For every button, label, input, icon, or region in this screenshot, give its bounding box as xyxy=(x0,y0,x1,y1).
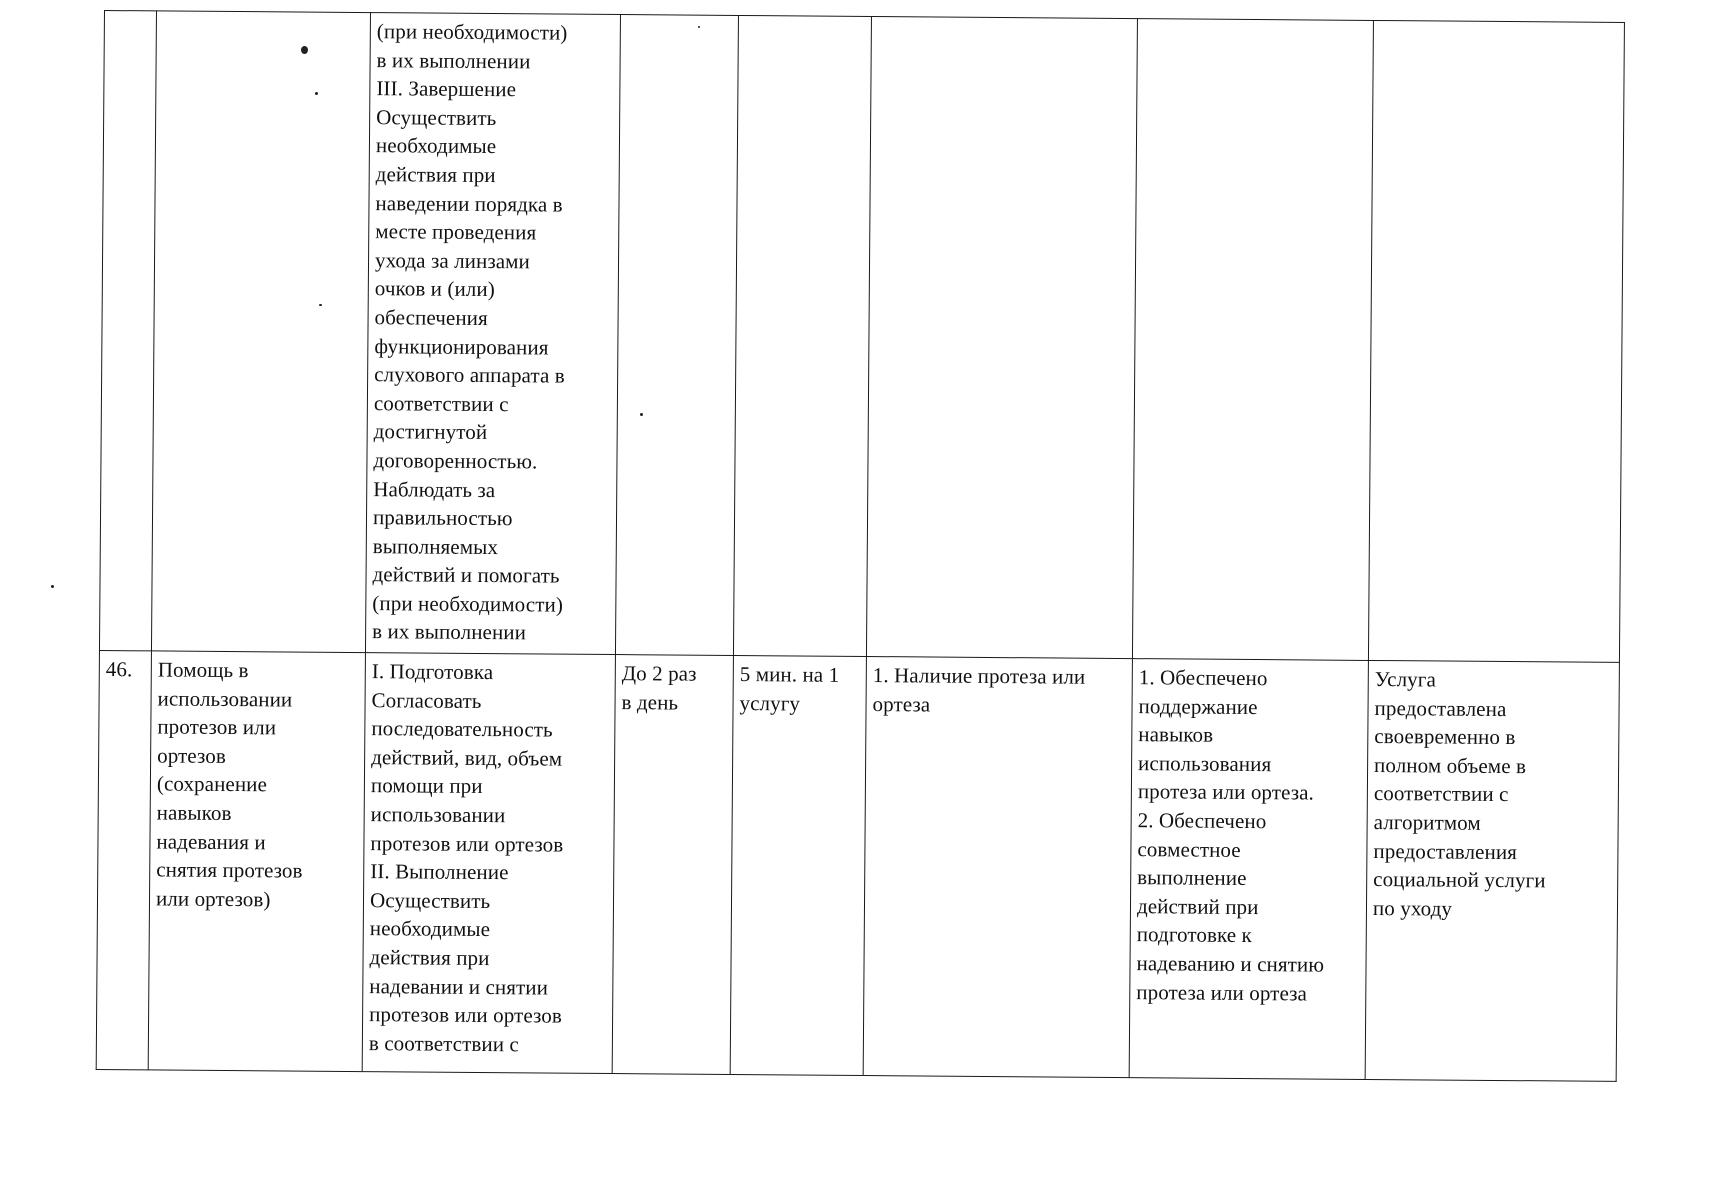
cell-number xyxy=(96,651,151,1070)
cell-evaluation xyxy=(1365,661,1619,1082)
cell-text-line: Осуществить xyxy=(369,887,491,913)
cell-text-line: использовании xyxy=(370,802,506,828)
cell-text-line: навыков xyxy=(156,800,232,826)
cell-text-line: помощи при xyxy=(370,773,483,799)
cell-text-line: I. Подготовка xyxy=(371,659,494,685)
scan-speck xyxy=(315,92,318,95)
cell-conditions xyxy=(866,17,1137,659)
cell-text-line: правильностью xyxy=(372,505,513,531)
table-row xyxy=(96,651,1619,1082)
cell-text-line: действий, вид, объем xyxy=(371,744,563,771)
cell-text-line: договоренностью. xyxy=(373,448,538,474)
cell-text-line: протезов или xyxy=(157,714,277,740)
cell-text-line: полном объеме в xyxy=(1374,752,1527,779)
cell-content xyxy=(365,13,620,655)
cell-time xyxy=(733,15,871,656)
cell-text-line: 1. Обеспечено xyxy=(1138,665,1268,691)
table-row xyxy=(99,11,1624,663)
cell-conditions xyxy=(863,657,1132,1078)
cell-text-line: Наблюдать за xyxy=(373,476,496,502)
cell-result xyxy=(1132,19,1373,661)
services-table xyxy=(96,10,1625,1082)
scan-speck xyxy=(319,304,322,306)
cell-evaluation xyxy=(1368,20,1624,662)
cell-text-line: месте проведения xyxy=(375,219,537,245)
cell-time xyxy=(730,656,866,1076)
cell-text-line: (при необходимости) xyxy=(376,19,568,45)
cell-result xyxy=(1129,659,1368,1080)
row-number: 46. xyxy=(105,657,133,682)
cell-text-line: услугу xyxy=(739,690,801,716)
cell-text-line: подготовке к xyxy=(1136,922,1252,948)
cell-text-line: поддержание xyxy=(1138,693,1258,719)
cell-text-line: действий и помогать xyxy=(372,562,560,588)
cell-text-line: достигнутой xyxy=(373,419,488,445)
cell-text-line: ухода за линзами xyxy=(374,247,531,274)
cell-text-line: Осуществить xyxy=(376,104,497,130)
cell-text-line: 2. Обеспечено xyxy=(1137,808,1267,834)
cell-text-line: использовании xyxy=(157,686,293,712)
cell-text-line: использования xyxy=(1138,750,1272,777)
scan-speck xyxy=(301,46,308,54)
cell-text-line: или ортезов) xyxy=(155,886,271,912)
cell-text-line: слухового аппарата в xyxy=(374,362,565,388)
cell-text-line: действий при xyxy=(1136,893,1259,919)
cell-text-line: в их выполнении xyxy=(376,47,531,73)
cell-content xyxy=(362,653,615,1074)
scan-speck xyxy=(640,413,643,416)
cell-text-line: До 2 раз xyxy=(621,661,697,686)
cell-text-line: протеза или ортеза. xyxy=(1137,779,1315,805)
cell-text-line: действия при xyxy=(375,162,496,188)
cell-text-line: в день xyxy=(621,689,679,715)
cell-text-line: по уходу xyxy=(1372,895,1453,921)
cell-text-line: 5 мин. на 1 xyxy=(739,662,840,687)
cell-text-line: 1. Наличие протеза или xyxy=(872,663,1086,689)
cell-text-line: протезов или ортезов xyxy=(369,1002,563,1028)
cell-text-line: в соответствии с xyxy=(368,1030,519,1057)
cell-text-line: протеза или ортеза xyxy=(1136,979,1308,1006)
cell-text-line: предоставления xyxy=(1373,838,1518,864)
cell-number xyxy=(99,11,156,651)
scan-speck xyxy=(698,26,700,28)
cell-text-line: выполнение xyxy=(1137,865,1247,891)
cell-text-line: Услуга xyxy=(1374,667,1437,692)
cell-text-line: снятия протезов xyxy=(156,857,303,883)
cell-text-line: надеванию и снятию xyxy=(1136,951,1325,977)
cell-text-line: выполняемых xyxy=(372,533,499,559)
cell-text-line: совместное xyxy=(1137,836,1241,862)
cell-service xyxy=(151,11,370,653)
cell-frequency xyxy=(612,655,733,1075)
cell-text-line: надевании и снятии xyxy=(369,973,549,1000)
cell-text-line: обеспечения xyxy=(374,305,488,330)
cell-text-line: Помощь в xyxy=(157,657,249,683)
cell-text-line: (при необходимости) xyxy=(372,591,564,617)
cell-text-line: надевания и xyxy=(156,829,266,854)
cell-text-line: III. Завершение xyxy=(376,76,517,102)
cell-text-line: навыков xyxy=(1138,722,1214,747)
cell-text-line: соответствии с xyxy=(373,390,509,416)
cell-text-line: соответствии с xyxy=(1373,781,1509,807)
cell-text-line: алгоритмом xyxy=(1373,810,1481,835)
cell-text-line: функционирования xyxy=(374,333,549,360)
scan-speck xyxy=(51,585,54,588)
cell-text-line: последовательность xyxy=(371,716,553,742)
cell-text-line: протезов или ортезов xyxy=(370,830,564,857)
cell-text-line: очков и (или) xyxy=(374,276,495,302)
cell-text-line: предоставлена xyxy=(1374,695,1507,721)
cell-text-line: действия при xyxy=(369,945,490,971)
cell-text-line: в их выполнении xyxy=(372,619,527,645)
cell-text-line: ортеза xyxy=(872,691,931,717)
cell-text-line: II. Выполнение xyxy=(370,859,509,885)
cell-text-line: необходимые xyxy=(369,916,491,942)
cell-service xyxy=(148,651,365,1072)
cell-text-line: (сохранение xyxy=(156,771,268,797)
cell-text-line: ортезов xyxy=(157,743,227,768)
cell-text-line: необходимые xyxy=(375,133,497,159)
cell-text-line: Согласовать xyxy=(371,687,482,713)
cell-text-line: наведении порядка в xyxy=(375,190,563,217)
cell-text-line: социальной услуги xyxy=(1373,867,1546,893)
cell-text-line: своевременно в xyxy=(1374,724,1516,750)
cell-frequency xyxy=(615,15,738,656)
